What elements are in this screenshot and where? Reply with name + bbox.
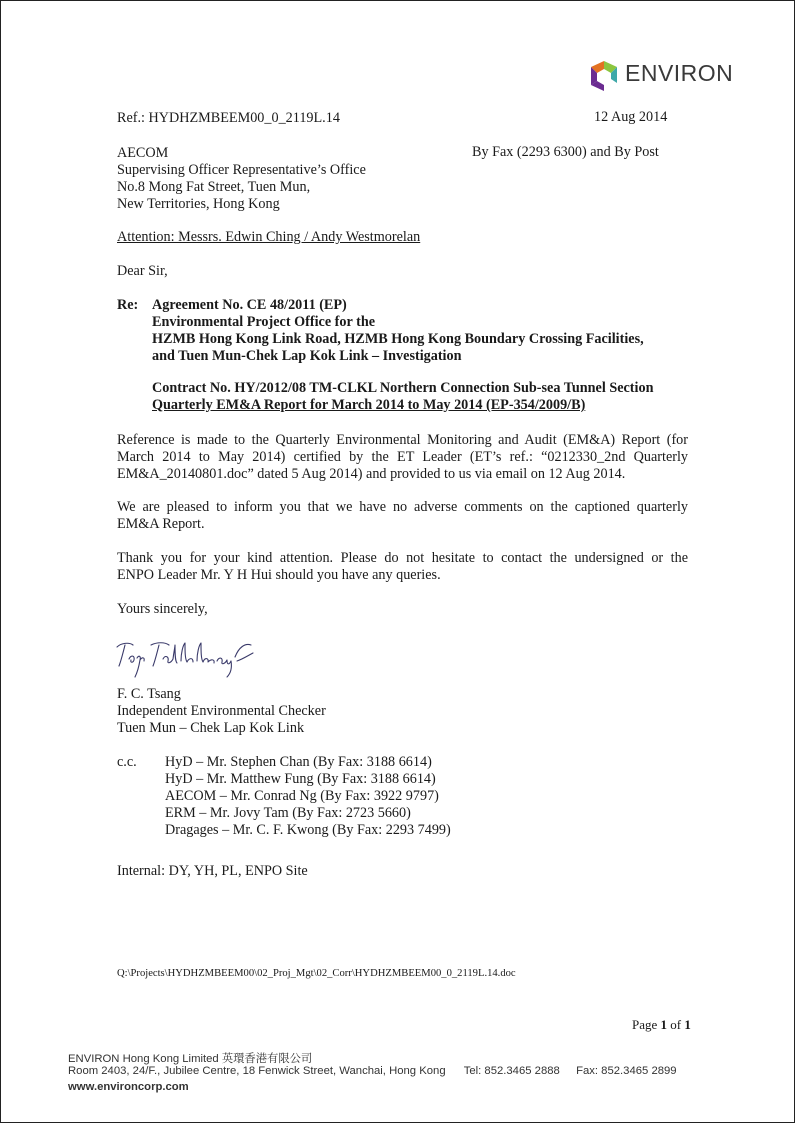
- footer-tel: Tel: 852.3465 2888: [463, 1065, 560, 1077]
- recipient-line: Supervising Officer Representative’s Office: [117, 162, 366, 178]
- recipient-line: New Territories, Hong Kong: [117, 196, 280, 212]
- paragraph-line: We are pleased to inform you that we have no adverse comments on the captioned quarterly: [117, 499, 688, 515]
- cc-recipient: AECOM – Mr. Conrad Ng (By Fax: 3922 9797): [165, 788, 439, 804]
- attention-line: Attention: Messrs. Edwin Ching / Andy Westmorelan: [117, 229, 421, 245]
- environ-logo-text: ENVIRON: [625, 60, 734, 86]
- cc-recipient: HyD – Mr. Matthew Fung (By Fax: 3188 6614): [165, 771, 436, 787]
- subject-line: Environmental Project Office for the: [152, 314, 376, 330]
- footer-company: ENVIRON Hong Kong Limited 英環香港有限公司: [68, 1053, 313, 1065]
- delivery-method: By Fax (2293 6300) and By Post: [472, 144, 659, 160]
- cc-recipient: Dragages – Mr. C. F. Kwong (By Fax: 2293 7499): [165, 822, 451, 838]
- paragraph-line: ENPO Leader Mr. Y H Hui should you have any queries.: [117, 567, 441, 583]
- page-number: [632, 1017, 691, 1033]
- footer-website: www.environcorp.com: [68, 1081, 189, 1093]
- recipient-line: AECOM: [117, 145, 169, 161]
- cc-label: c.c.: [117, 754, 137, 770]
- body-paragraph-1: [117, 432, 688, 483]
- cc-list: [165, 754, 451, 839]
- contract-line: Contract No. HY/2012/08 TM-CLKL Northern Connection Sub-sea Tunnel Section: [152, 380, 654, 396]
- footer-contact: [68, 1065, 677, 1077]
- salutation: Dear Sir,: [117, 263, 168, 279]
- signatory-block: [117, 686, 326, 737]
- re-label: Re:: [117, 297, 139, 313]
- signatory-name: F. C. Tsang: [117, 686, 181, 702]
- body-paragraph-2: [117, 499, 688, 533]
- page-total: 1: [684, 1017, 691, 1032]
- footer-fax: Fax: 852.3465 2899: [576, 1065, 677, 1077]
- signatory-title: Independent Environmental Checker: [117, 703, 326, 719]
- letter-date: 12 Aug 2014: [594, 109, 668, 125]
- subject-line: and Tuen Mun-Chek Lap Kok Link – Investigation: [152, 348, 462, 364]
- subject-line: Agreement No. CE 48/2011 (EP): [152, 297, 347, 313]
- environ-logo-icon: [587, 57, 621, 93]
- environ-logo: [587, 57, 732, 93]
- paragraph-line: EM&A Report.: [117, 516, 205, 532]
- footer-address: Room 2403, 24/F., Jubilee Centre, 18 Fenwick Street, Wanchai, Hong Kong: [68, 1065, 446, 1077]
- file-path: Q:\Projects\HYDHZMBEEM00\02_Proj_Mgt\02_Corr\HYDHZMBEEM00_0_2119L.14.doc: [117, 968, 516, 979]
- internal-distribution: Internal: DY, YH, PL, ENPO Site: [117, 863, 308, 879]
- recipient-line: No.8 Mong Fat Street, Tuen Mun,: [117, 179, 311, 195]
- paragraph-line: Thank you for your kind attention. Please do not hesitate to contact the undersigned or the: [117, 550, 688, 566]
- closing: Yours sincerely,: [117, 601, 208, 617]
- signatory-project: Tuen Mun – Chek Lap Kok Link: [117, 720, 305, 736]
- subject-line: HZMB Hong Kong Link Road, HZMB Hong Kong Boundary Crossing Facilities,: [152, 331, 644, 347]
- report-title-line: Quarterly EM&A Report for March 2014 to May 2014 (EP-354/2009/B): [152, 397, 586, 413]
- reference-number: Ref.: HYDHZMBEEM00_0_2119L.14: [117, 110, 340, 126]
- cc-recipient: ERM – Mr. Jovy Tam (By Fax: 2723 5660): [165, 805, 411, 821]
- page-middle: of: [667, 1017, 685, 1032]
- page-current: 1: [660, 1017, 668, 1032]
- recipient-address: [117, 145, 366, 213]
- paragraph-line: EM&A_20140801.doc” dated 5 Aug 2014) and provided to us via email on 12 Aug 2014.: [117, 466, 626, 482]
- cc-recipient: HyD – Mr. Stephen Chan (By Fax: 3188 6614): [165, 754, 432, 770]
- subject-block: [152, 297, 644, 365]
- page-prefix: Page: [632, 1017, 661, 1032]
- body-paragraph-3: [117, 550, 688, 584]
- handwritten-signature: [111, 633, 261, 678]
- paragraph-line: March 2014 to May 2014) certified by the ET Leader (ET’s ref.: “0212330_2nd Quarterly: [117, 449, 688, 465]
- paragraph-line: Reference is made to the Quarterly Environmental Monitoring and Audit (EM&A) Report (for: [117, 432, 688, 448]
